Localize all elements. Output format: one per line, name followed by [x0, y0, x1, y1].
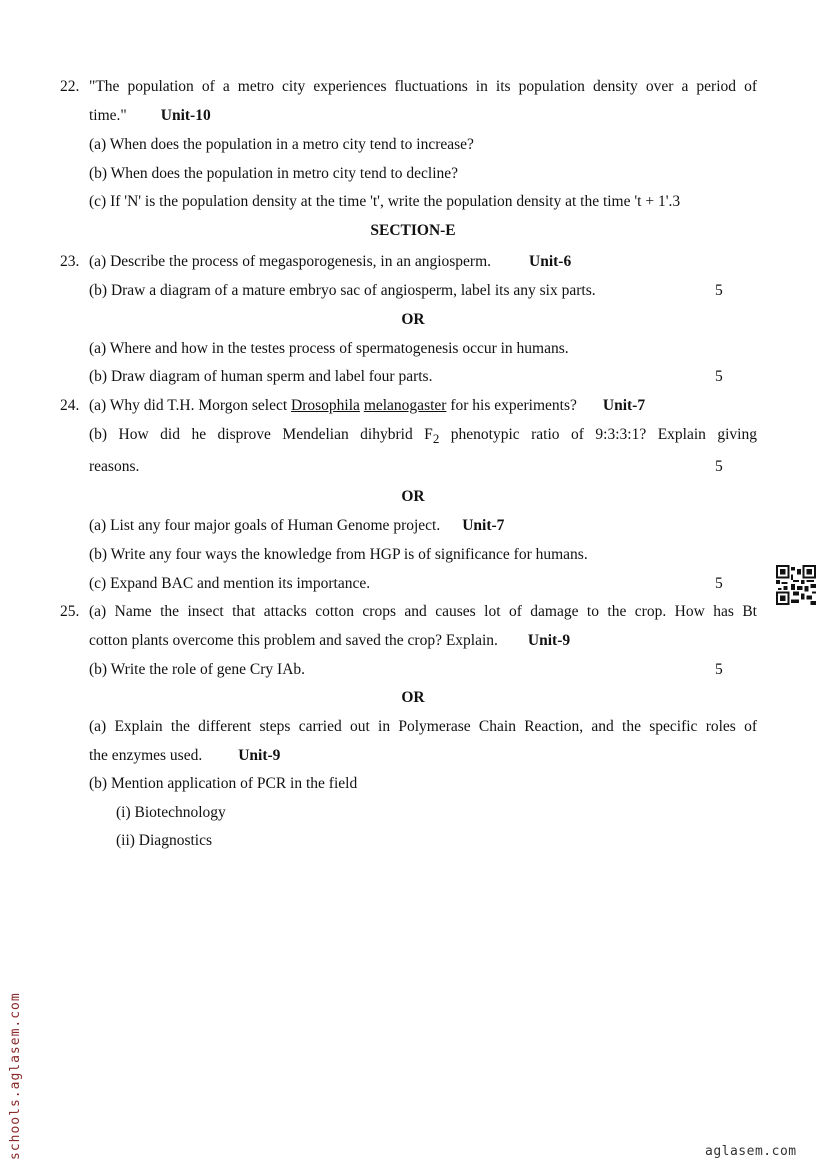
- marks: 5: [715, 368, 723, 385]
- text: the enzymes used.: [89, 747, 203, 764]
- question-text: "The population of a metro city experiences fluctuations in its population density over a period of: [89, 78, 757, 95]
- text: for his experiments?: [446, 397, 577, 414]
- question-number: 24.: [60, 397, 80, 414]
- subquestion-a-cont: [89, 632, 570, 650]
- subquestion-a: (a) Name the insect that attacks cotton crops and causes lot of damage to the crop. How has Bt: [89, 603, 757, 620]
- subscript: 2: [432, 431, 440, 447]
- watermark-side: schools.aglasem.com: [8, 992, 23, 1160]
- alt-subquestion-b: (b) Mention application of PCR in the field: [89, 775, 358, 792]
- or-divider: OR: [401, 488, 425, 505]
- section-heading: SECTION-E: [370, 222, 456, 239]
- alt-subquestion-c: (c) Expand BAC and mention its importance.: [89, 575, 371, 592]
- or-divider: OR: [401, 311, 425, 328]
- alt-subquestion-a-cont: [89, 747, 280, 765]
- subquestion-b: (b) When does the population in metro city tend to decline?: [89, 165, 459, 182]
- or-divider: OR: [401, 689, 425, 706]
- unit-label: Unit-9: [238, 747, 281, 764]
- alt-subquestion-a: (a) Explain the different steps carried out in Polymerase Chain Reaction, and the specific roles of: [89, 718, 757, 735]
- unit-label: Unit-7: [602, 397, 646, 414]
- alt-subquestion-b: (b) Draw diagram of human sperm and label four parts.: [89, 368, 433, 385]
- species: melanogaster: [363, 397, 447, 414]
- text: (b) How did he disprove Mendelian dihybrid F: [89, 426, 433, 443]
- alt-subquestion-b-ii: (ii) Diagnostics: [116, 832, 212, 849]
- question-text: [89, 107, 211, 125]
- subquestion-a: [89, 253, 571, 271]
- question-number: 22.: [60, 78, 80, 95]
- text: (a) Describe the process of megasporogenesis, in an angiosperm.: [89, 253, 492, 270]
- subquestion-b: (b) Draw a diagram of a mature embryo sac of angiosperm, label its any six parts.: [89, 282, 596, 299]
- subquestion-b: (b) Write the role of gene Cry IAb.: [89, 661, 306, 678]
- question-number: 25.: [60, 603, 80, 620]
- text: (a) List any four major goals of Human Genome project.: [89, 517, 441, 534]
- genus: Drosophila: [291, 397, 360, 414]
- qr-code-icon: [776, 565, 816, 605]
- alt-subquestion-a: (a) Where and how in the testes process of spermatogenesis occur in humans.: [89, 340, 569, 357]
- alt-subquestion-a: [89, 517, 504, 535]
- unit-label: Unit-7: [462, 517, 505, 534]
- marks: 5: [715, 458, 723, 475]
- marks: 5: [715, 575, 723, 592]
- subquestion-b-cont: reasons.: [89, 458, 140, 475]
- alt-subquestion-b-i: (i) Biotechnology: [116, 804, 226, 821]
- unit-label: Unit-6: [529, 253, 572, 270]
- marks: 5: [715, 661, 723, 678]
- question-number: 23.: [60, 253, 80, 270]
- unit-label: Unit-9: [527, 632, 571, 649]
- subquestion-b: [89, 426, 757, 448]
- subquestion-a: [89, 397, 645, 415]
- text: phenotypic ratio of 9:3:3:1? Explain giving: [439, 426, 757, 443]
- unit-label: Unit-10: [160, 107, 211, 124]
- watermark-bottom: aglasem.com: [705, 1144, 797, 1159]
- alt-subquestion-b: (b) Write any four ways the knowledge from HGP is of significance for humans.: [89, 546, 588, 563]
- text: (a) Why did T.H. Morgon select: [89, 397, 292, 414]
- text: cotton plants overcome this problem and saved the crop? Explain.: [89, 632, 498, 649]
- subquestion-c: (c) If 'N' is the population density at the time 't', write the population density at the time 't + 1'.3: [89, 193, 681, 210]
- subquestion-a: (a) When does the population in a metro city tend to increase?: [89, 136, 474, 153]
- text: time.": [89, 107, 127, 124]
- marks: 5: [715, 282, 723, 299]
